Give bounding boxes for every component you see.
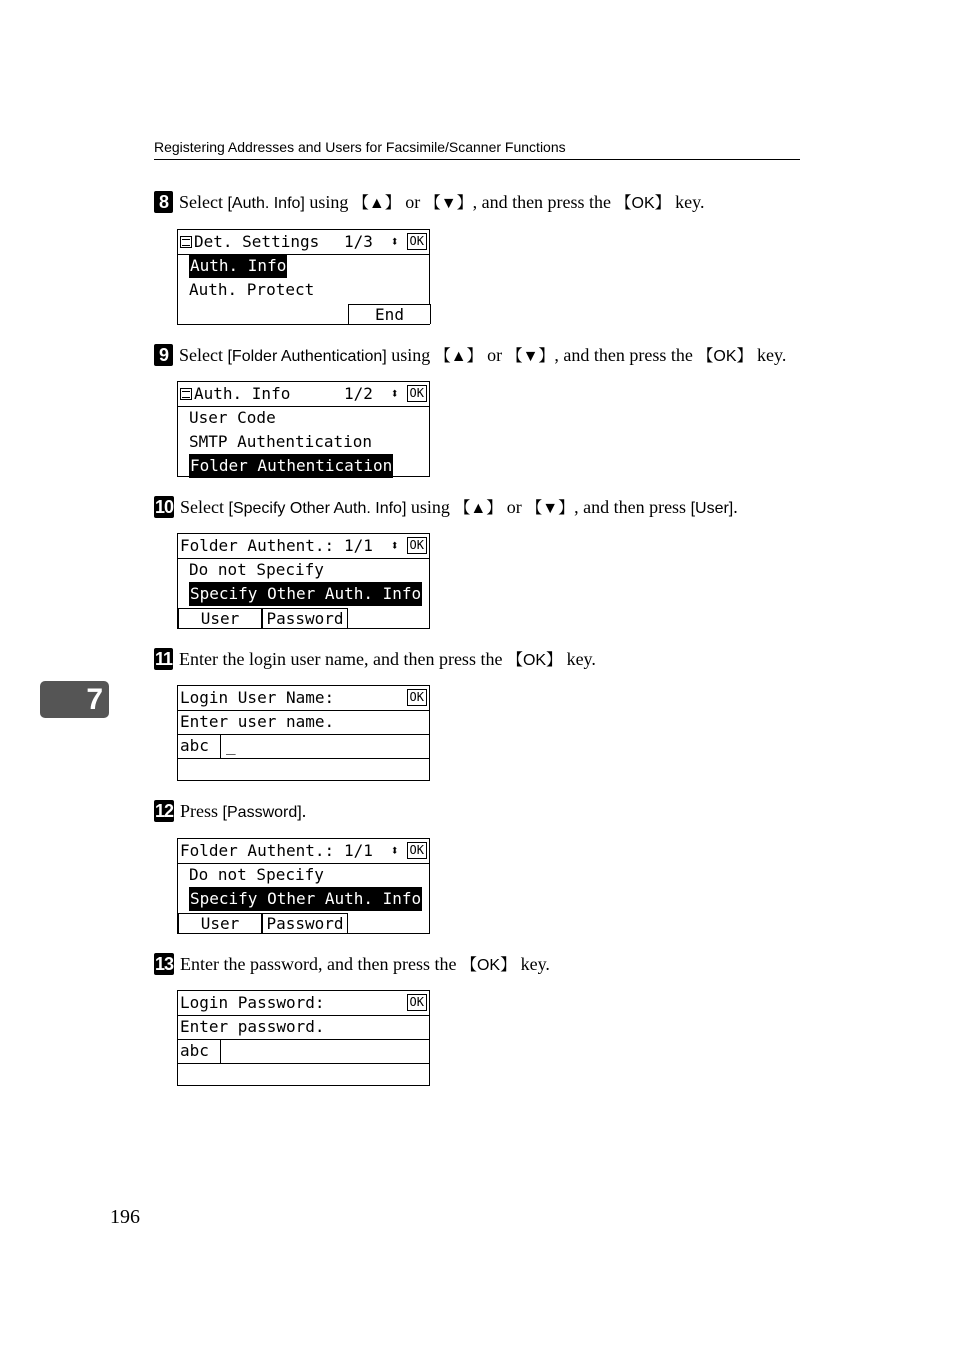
chapter-tab: 7 (40, 681, 109, 718)
softkey-user[interactable]: User (178, 608, 262, 628)
lcd-screen-login-user-name (177, 685, 430, 781)
ok-key-icon: OK (407, 994, 427, 1011)
step-12: 12 Press [Password]. (155, 801, 307, 821)
step-8: 8 Select [Auth. Info] using 【▲】 or 【▼】, and then press the 【OK】 key. (154, 191, 705, 215)
down-key-ref: 【▼】 (424, 195, 473, 212)
softkey-password[interactable]: Password (262, 608, 348, 628)
text-cursor: _ (226, 736, 236, 755)
down-key-ref: 【▼】 (506, 348, 555, 365)
lcd-title-bar: Folder Authent.: 1/1 ⬍ OK (178, 534, 429, 559)
page-header: Registering Addresses and Users for Facsimile/Scanner Functions (154, 139, 800, 160)
softkey-password[interactable]: Password (262, 913, 348, 933)
ok-key-ref: 【OK】 (615, 195, 671, 212)
password-key-ref: [Password] (222, 804, 302, 821)
menu-item-ref: [Folder Authentication] (227, 348, 387, 365)
step-number: 10 (155, 497, 174, 517)
lcd-prompt: Enter password. (178, 1015, 429, 1040)
user-key-ref: [User] (690, 500, 734, 517)
lcd-title-bar: Auth. Info 1/2 ⬍ OK (178, 382, 429, 407)
step-10: 10 Select [Specify Other Auth. Info] using 【▲】 or 【▼】, and then press [User]. (155, 497, 738, 517)
lcd-screen-folder-authent (177, 533, 430, 629)
step-number: 9 (154, 344, 173, 366)
page-indicator: 1/1 (344, 841, 373, 860)
ok-key-ref: 【OK】 (460, 957, 517, 974)
up-key-ref: 【▲】 (454, 500, 503, 517)
ok-key-icon: OK (407, 689, 427, 706)
step-13: 13 Enter the password, and then press the 【OK】 key. (155, 954, 550, 974)
up-key-ref: 【▲】 (434, 348, 483, 365)
softkey-user[interactable]: User (178, 913, 262, 933)
lcd-prompt: Enter user name. (178, 710, 429, 735)
up-key-ref: 【▲】 (352, 195, 401, 212)
lcd-screen-det-settings (177, 229, 430, 325)
input-mode-indicator: abc (180, 1039, 221, 1063)
page-indicator: 1/1 (344, 536, 373, 555)
up-down-arrow-icon: ⬍ (390, 843, 399, 859)
user-name-input-row[interactable] (178, 734, 429, 759)
lcd-screen-login-password (177, 990, 430, 1086)
input-mode-indicator: abc (180, 734, 221, 758)
step-11: 11 Enter the login user name, and then press the 【OK】 key. (155, 649, 596, 669)
up-down-arrow-icon: ⬍ (390, 234, 399, 250)
step-number: 11 (155, 649, 173, 669)
list-icon (180, 388, 192, 400)
lcd-menu-item-do-not-specify[interactable]: Do not Specify (189, 865, 324, 884)
lcd-menu-item-folder-auth[interactable]: Folder Authentication (178, 454, 429, 478)
lcd-menu-item-auth-info[interactable]: Auth. Info (178, 254, 429, 278)
page-indicator: 1/3 (344, 232, 373, 251)
down-key-ref: 【▼】 (526, 500, 575, 517)
menu-item-ref: [Auth. Info] (227, 195, 305, 212)
lcd-screen-auth-info (177, 381, 430, 477)
ok-key-ref: 【OK】 (506, 652, 563, 669)
up-down-arrow-icon: ⬍ (390, 538, 399, 554)
menu-item-ref: [Specify Other Auth. Info] (228, 500, 407, 517)
lcd-title-bar: Folder Authent.: 1/1 ⬍ OK (178, 839, 429, 864)
step-number: 13 (155, 954, 174, 974)
lcd-menu-item-auth-protect[interactable]: Auth. Protect (189, 280, 315, 299)
ok-key-icon: OK (407, 537, 427, 554)
step-number: 12 (155, 801, 174, 821)
page-number: 196 (110, 1206, 140, 1228)
lcd-menu-item-specify-other[interactable]: Specify Other Auth. Info (178, 887, 429, 911)
up-down-arrow-icon: ⬍ (390, 386, 399, 402)
ok-key-icon: OK (407, 385, 427, 402)
lcd-menu-item-do-not-specify[interactable]: Do not Specify (189, 560, 324, 579)
softkey-end[interactable]: End (348, 304, 431, 324)
password-input-row[interactable] (178, 1039, 429, 1064)
lcd-title-bar: Login User Name: OK (178, 686, 429, 711)
lcd-menu-item-smtp-auth[interactable]: SMTP Authentication (189, 432, 373, 451)
lcd-menu-item-specify-other[interactable]: Specify Other Auth. Info (178, 582, 429, 606)
lcd-title-bar: Det. Settings 1/3 ⬍ OK (178, 230, 429, 255)
lcd-screen-folder-authent-2 (177, 838, 430, 934)
ok-key-icon: OK (407, 233, 427, 250)
ok-key-ref: 【OK】 (697, 348, 753, 365)
ok-key-icon: OK (407, 842, 427, 859)
lcd-menu-item-user-code[interactable]: User Code (189, 408, 276, 427)
list-icon (180, 236, 192, 248)
page-indicator: 1/2 (344, 384, 373, 403)
step-number: 8 (154, 191, 173, 213)
step-9: 9 Select [Folder Authentication] using 【▲】 or 【▼】, and then press the 【OK】 key. (154, 344, 786, 368)
lcd-title-bar: Login Password: OK (178, 991, 429, 1016)
